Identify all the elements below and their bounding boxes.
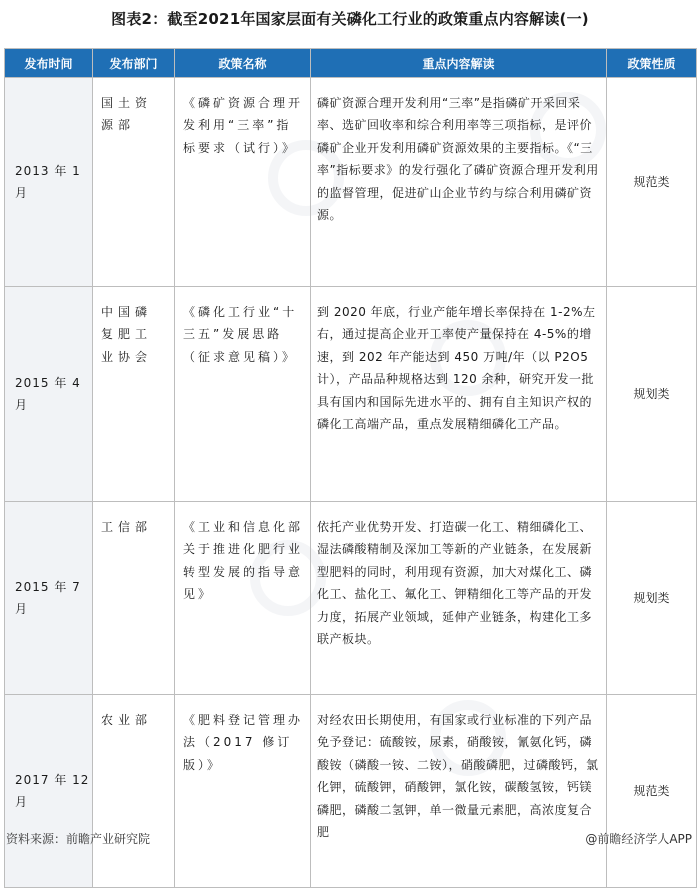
cell-policy-name: 《磷化工行业“十三五”发展思路（征求意见稿）》 — [175, 287, 311, 502]
cell-department: 中国磷复肥工业协会 — [93, 287, 175, 502]
header-key-content: 重点内容解读 — [311, 49, 607, 78]
header-policy-type: 政策性质 — [607, 49, 697, 78]
cell-key-content: 对经农田长期使用，有国家或行业标准的下列产品免予登记：硫酸铵，尿素，硝酸铵，氰氨化钙，磷酸铵（磷酸一铵、二铵），硝酸磷肥，过磷酸钙，氯化钾，硫酸钾，硝酸钾，氯化铵，碳酸氢铵，钙镁磷肥，磷酸二氢钾，单一微量元素肥，高浓度复合肥 — [311, 695, 607, 888]
page-title: 图表2：截至2021年国家层面有关磷化工行业的政策重点内容解读(一) — [111, 10, 589, 28]
cell-policy-name: 《磷矿资源合理开发利用“三率”指标要求（试行）》 — [175, 78, 311, 287]
source-note: 资料来源：前瞻产业研究院 — [6, 832, 151, 846]
cell-policy-name: 《肥料登记管理办法（2017 修订版）》 — [175, 695, 311, 888]
table-row — [5, 695, 697, 888]
cell-department: 农业部 — [93, 695, 175, 888]
cell-date: 2015 年 4 月 — [5, 287, 93, 502]
header-policy-name: 政策名称 — [175, 49, 311, 78]
header-date: 发布时间 — [5, 49, 93, 78]
brand-credit: @前瞻经济学人APP — [585, 832, 692, 846]
cell-policy-type: 规范类 — [607, 695, 697, 888]
cell-date: 2013 年 1 月 — [5, 78, 93, 287]
header-department: 发布部门 — [93, 49, 175, 78]
cell-policy-name: 《工业和信息化部关于推进化肥行业转型发展的指导意见》 — [175, 502, 311, 695]
cell-key-content: 依托产业优势开发、打造碳一化工、精细磷化工、湿法磷酸精制及深加工等新的产业链条，在发展新型肥料的同时，利用现有资源，加大对煤化工、磷化工、盐化工、氟化工、钾精细化工等产品的开发力度，拓展产业领域，延伸产业链条，构建化工多联产板块。 — [311, 502, 607, 695]
cell-key-content: 磷矿资源合理开发利用“三率”是指磷矿开采回采率、选矿回收率和综合利用率等三项指标，是评价磷矿企业开发利用磷矿资源效果的主要指标。《“三率”指标要求》的发行强化了磷矿资源合理开发利用的监督管理，促进矿山企业节约与综合利用磷矿资源。 — [311, 78, 607, 287]
table-row — [5, 502, 697, 695]
cell-date: 2015 年 7 月 — [5, 502, 93, 695]
cell-department: 工信部 — [93, 502, 175, 695]
table-row — [5, 78, 697, 287]
table-row — [5, 287, 697, 502]
policy-table — [4, 48, 697, 888]
cell-department: 国土资源部 — [93, 78, 175, 287]
cell-date: 2017 年 12 月 — [5, 695, 93, 888]
cell-policy-type: 规范类 — [607, 78, 697, 287]
cell-policy-type: 规划类 — [607, 502, 697, 695]
cell-policy-type: 规划类 — [607, 287, 697, 502]
table-header-row — [5, 49, 697, 78]
cell-key-content: 到 2020 年底，行业产能年增长率保持在 1-2%左右，通过提高企业开工率使产量保持在 4-5%的增速，到 202 年产能达到 450 万吨/年（以 P2O5 计），产品品种规格达到 120 余种，研究开发一批具有国内和国际先进水平的、拥有自主知识产权的磷化工高端产品，重点发展精细磷化工产品。 — [311, 287, 607, 502]
